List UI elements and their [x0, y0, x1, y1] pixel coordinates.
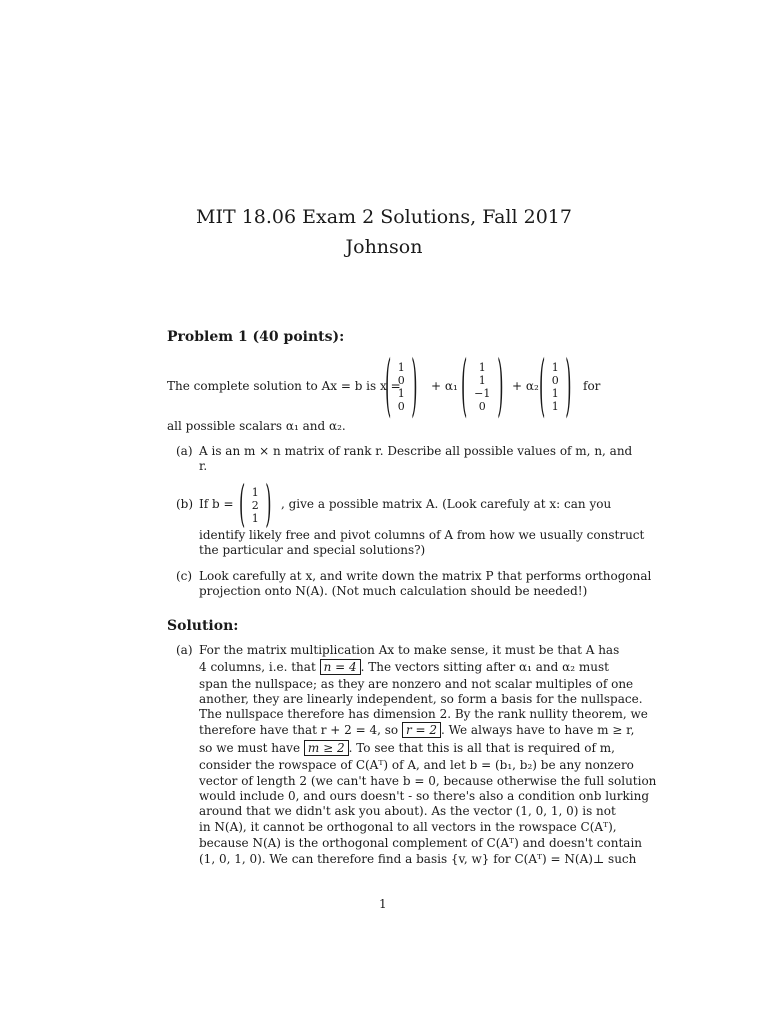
vector-particular: ( 1 0 1 0 ): [385, 345, 418, 425]
solution-line-13: because N(A) is the orthogonal complement of C(Aᵀ) and doesn't contain: [199, 836, 643, 850]
for-label: for: [583, 379, 601, 393]
vector-b: ( 1 2 1 ): [239, 474, 272, 533]
plus-alpha2: + α₂: [512, 379, 539, 393]
boxed-r-answer: r = 2: [402, 722, 441, 738]
paper-title: MIT 18.06 Exam 2 Solutions, Fall 2017: [196, 206, 572, 228]
page-number: 1: [379, 897, 387, 911]
solution-line-7: so we must have m ≥ 2 . To see that this is all that is required of m,: [199, 741, 615, 755]
solution-line-2: 4 columns, i.e. that n = 4 . The vectors sitting after α₁ and α₂ must: [199, 660, 609, 674]
intro-text: The complete solution to Ax = b is x =: [167, 379, 401, 393]
intro-continuation: all possible scalars α₁ and α₂.: [167, 419, 346, 433]
part-b-label: (b): [176, 497, 194, 511]
solution-a-label: (a): [176, 643, 193, 657]
part-a-line1: A is an m × n matrix of rank r. Describe all possible values of m, n, and: [199, 444, 633, 458]
solution-line-6: therefore have that r + 2 = 4, so r = 2 . We always have to have m ≥ r,: [199, 723, 635, 737]
vector-special-2: ( 1 0 1 1 ): [539, 345, 572, 425]
plus-alpha1: + α₁: [431, 379, 458, 393]
solution-line-14: (1, 0, 1, 0). We can therefore find a basis {v, w} for C(Aᵀ) = N(A)⊥ such: [199, 852, 637, 866]
solution-line-3: span the nullspace; as they are nonzero and not scalar multiples of one: [199, 677, 634, 691]
vector-special-1: ( 1 1 −1 0 ): [461, 345, 504, 425]
part-a-line2: r.: [199, 459, 208, 473]
problem-heading: Problem 1 (40 points):: [167, 329, 345, 345]
part-b-line1: , give a possible matrix A. (Look carefuly at x: can you: [281, 497, 612, 511]
paper-author: Johnson: [345, 236, 423, 258]
solution-line-5: The nullspace therefore has dimension 2. By the rank nullity theorem, we: [199, 707, 648, 721]
solution-line-1: For the matrix multiplication Ax to make sense, it must be that A has: [199, 643, 620, 657]
part-c-label: (c): [176, 569, 193, 583]
boxed-m-answer: m ≥ 2: [304, 740, 349, 756]
solution-line-12: in N(A), it cannot be orthogonal to all vectors in the rowspace C(Aᵀ),: [199, 820, 617, 834]
boxed-n-answer: n = 4: [320, 659, 361, 675]
part-c-line2: projection onto N(A). (Not much calculation should be needed!): [199, 584, 588, 598]
part-b-if: If b =: [199, 497, 234, 511]
solution-heading: Solution:: [167, 618, 239, 634]
part-b-line3: the particular and special solutions?): [199, 543, 426, 557]
solution-line-4: another, they are linearly independent, so form a basis for the nullspace.: [199, 692, 643, 706]
part-b-line2: identify likely free and pivot columns of A from how we usually construct: [199, 528, 645, 542]
part-a-label: (a): [176, 444, 193, 458]
solution-line-9: vector of length 2 (we can't have b = 0, because otherwise the full solution: [199, 774, 657, 788]
solution-line-10: would include 0, and ours doesn't - so there's also a condition onb lurking: [199, 789, 650, 803]
part-c-line1: Look carefully at x, and write down the matrix P that performs orthogonal: [199, 569, 652, 583]
solution-line-11: around that we didn't ask you about). As the vector (1, 0, 1, 0) is not: [199, 804, 616, 818]
solution-line-8: consider the rowspace of C(Aᵀ) of A, and let b = (b₁, b₂) be any nonzero: [199, 758, 634, 772]
